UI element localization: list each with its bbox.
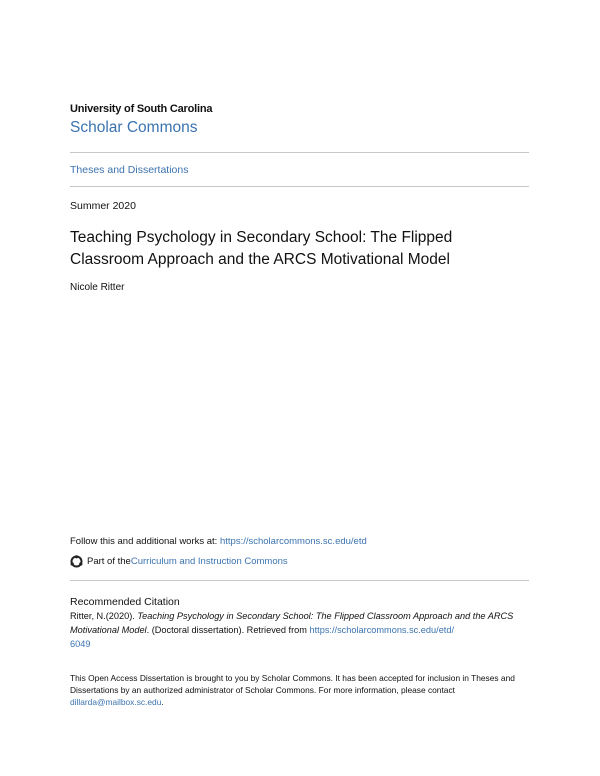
- contact-email-link[interactable]: dillarda@mailbox.sc.edu: [70, 697, 162, 707]
- citation-authors: Ritter, N.(2020).: [70, 611, 138, 621]
- divider: [70, 580, 529, 581]
- series-link[interactable]: Theses and Dissertations: [70, 164, 189, 176]
- university-name: University of South Carolina: [70, 103, 213, 115]
- citation-text: [70, 609, 529, 651]
- open-access-end: .: [161, 697, 164, 707]
- part-of-line: [70, 555, 288, 568]
- citation-url-part-1: https://scholarcommons.sc.edu/etd/: [309, 625, 455, 635]
- citation-url-part-2: 6049: [70, 639, 91, 649]
- citation-title: Teaching Psychology in Secondary School: The Flipped Classroom Approach and the ARCS Motivational Model: [70, 611, 514, 635]
- title-line-2: Classroom Approach and the ARCS Motivational Model: [70, 251, 450, 268]
- etd-url-link[interactable]: https://scholarcommons.sc.edu/etd: [219, 536, 367, 547]
- divider: [70, 186, 529, 187]
- follow-line: [70, 536, 367, 547]
- recommended-citation-heading: Recommended Citation: [70, 596, 180, 608]
- scholar-commons-link[interactable]: Scholar Commons: [70, 119, 198, 136]
- curriculum-commons-link[interactable]: Curriculum and Instruction Commons: [130, 556, 288, 567]
- part-of-prefix: Part of the: [87, 556, 131, 567]
- title-line-1: Teaching Psychology in Secondary School: The Flipped: [70, 229, 453, 246]
- open-access-statement: [70, 672, 520, 708]
- publication-date: Summer 2020: [70, 200, 136, 212]
- citation-after-title: . (Doctoral dissertation). Retrieved from: [146, 625, 310, 635]
- author-name: Nicole Ritter: [70, 282, 125, 293]
- open-access-text: This Open Access Dissertation is brought to you by Scholar Commons. It has been accepted for inclusion in Theses and Dissertations by an authorized administrator of Scholar Commons. For more information, please contact: [70, 673, 515, 695]
- document-title: [70, 227, 529, 271]
- network-icon: [70, 555, 83, 568]
- follow-prefix: Follow this and additional works at:: [70, 536, 220, 547]
- divider: [70, 152, 529, 153]
